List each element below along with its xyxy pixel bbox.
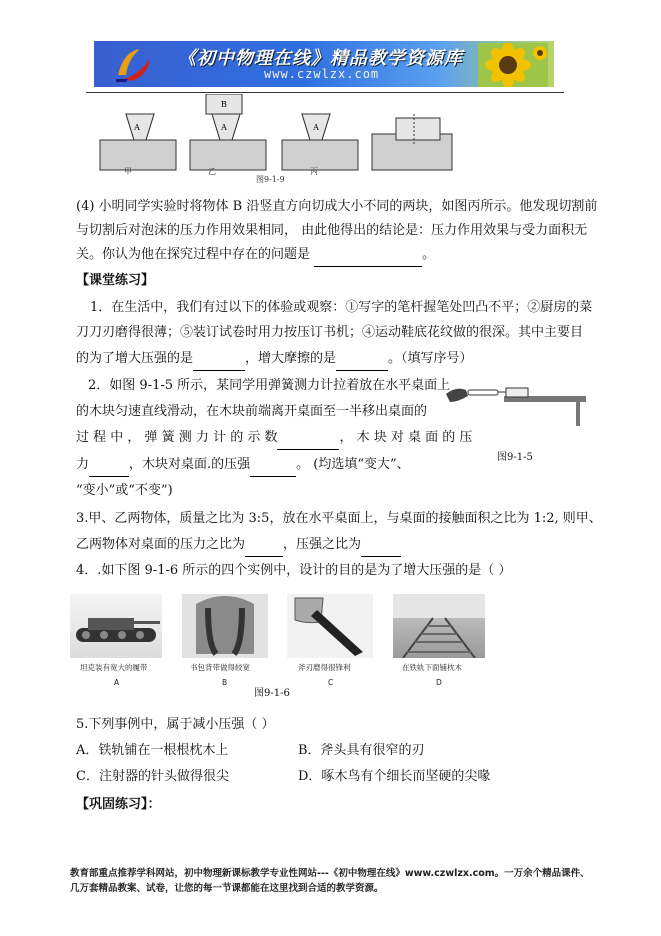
site-logo-icon — [114, 45, 154, 83]
spring-scale — [468, 390, 498, 395]
figure-caption-9-1-9: 图9-1-9 — [256, 175, 285, 184]
block-b-cut — [396, 118, 440, 140]
fig-label-jia: 甲 — [124, 167, 132, 176]
hand-icon — [446, 389, 468, 402]
q2-line1: 2．如图 9-1-5 所示，某同学用弹簧测力计拉着放在水平桌面上 — [88, 378, 451, 393]
photo-caption-a: 坦克装有宽大的履带 — [80, 663, 148, 672]
header-url[interactable]: www.czwlzx.com — [264, 67, 380, 81]
photo-caption-d: 在铁轨下面铺枕木 — [402, 663, 462, 672]
fig-label-yi: 乙 — [208, 167, 216, 176]
photo-letter-b: B — [222, 678, 228, 687]
fig-label-bing: 丙 — [310, 167, 318, 176]
figure-9-1-9 — [96, 94, 456, 174]
q4-line3: 关。你认为他在探究过程中存在的问题是 。 — [76, 244, 435, 267]
photo-caption-c: 斧刃磨得很锋利 — [298, 663, 351, 672]
q1-line3: 的为了增大压强的是 ，增大摩擦的是 。（填写序号） — [76, 348, 473, 371]
sunflower-icon — [478, 43, 548, 87]
figure-caption-9-1-5: 图9-1-5 — [497, 452, 533, 463]
q5-option-a[interactable]: A．铁轨铺在一根根枕木上 — [76, 743, 229, 758]
label-a-jia: A — [134, 123, 140, 132]
figure-caption-9-1-6: 图9-1-6 — [254, 688, 290, 699]
header-banner — [94, 41, 554, 87]
label-b-yi: B — [221, 100, 227, 109]
header-title: 《初中物理在线》精品教学资源库 — [178, 48, 463, 69]
q3-blank-force-ratio[interactable] — [245, 534, 283, 557]
photo-backpack — [182, 594, 268, 658]
q3-blank-pressure-ratio[interactable] — [361, 534, 401, 557]
q3-line2: 乙两物体对桌面的压力之比为 ，压强之比为 — [76, 534, 401, 557]
header-divider — [86, 92, 564, 93]
q5-option-d[interactable]: D．啄木鸟有个细长而坚硬的尖喙 — [298, 769, 491, 784]
photo-railway — [393, 594, 485, 658]
q2-blank-pressure[interactable] — [250, 454, 296, 477]
q4-practice: 4．.如下图 9-1-6 所示的四个实例中，设计的目的是为了增大压强的是（ ） — [76, 563, 512, 578]
footer-line1: 教育部重点推荐学科网站，初中物理新课标教学专业性网站---《初中物理在线》www.czwlzx.com。一万余个精品课件、 — [70, 868, 590, 879]
q5-option-b[interactable]: B．斧头具有很窄的刃 — [298, 743, 425, 758]
q2-line5: “变小”或“不变”) — [76, 483, 173, 498]
photo-caption-b: 书包背带做得较宽 — [190, 663, 250, 672]
wood-block — [506, 388, 528, 397]
q5-option-c[interactable]: C．注射器的针头做得很尖 — [76, 769, 229, 784]
photo-axe — [287, 594, 373, 658]
q2-line4: 力 ，木块对桌面.的压强 。 (均选填“变大”、 — [76, 454, 410, 477]
photo-letter-a: A — [114, 678, 120, 687]
q4-line2: 与切割后对泡沫的压力作用效果相同， 由此他得出的结论是：压力作用效果与受力面积无 — [76, 223, 588, 238]
q4-answer-blank[interactable] — [314, 244, 422, 267]
block-a-jia — [126, 114, 154, 140]
photo-letter-d: D — [436, 678, 442, 687]
q4-line1: (4) 小明同学实验时将物体 B 沿竖直方向切成大小不同的两块，如图丙所示。他发现切割前 — [76, 199, 598, 214]
q2-line3: 过 程 中 ， 弹 簧 测 力 计 的 示 数 ， 木 块 对 桌 面 的 压 — [76, 427, 472, 450]
q1-blank-pressure[interactable] — [193, 348, 245, 371]
photo-tank — [70, 594, 162, 658]
q5-stem: 5.下列事例中，属于减小压强（ ） — [76, 717, 275, 732]
label-a-bing: A — [313, 123, 319, 132]
q1-blank-friction[interactable] — [336, 348, 388, 371]
q1-line2: 刀刀刃磨得很薄；⑤装订试卷时用力按压订书机；④运动鞋底花纹做的很深。其中主要目 — [76, 325, 584, 340]
q3-line1: 3.甲、乙两物体，质量之比为 3:5，放在水平桌面上，与桌面的接触面积之比为 1:2, 则甲、 — [76, 511, 602, 526]
q1-line1: 1．在生活中，我们有过以下的体验或观察：①写字的笔杆握笔处凹凸不平；②厨房的菜 — [90, 300, 593, 315]
footer-line2: 几万套精品教案、试卷，让您的每一节课都能在这里找到合适的教学资源。 — [70, 883, 384, 894]
consolidation-heading: 【巩固练习】： — [76, 797, 161, 812]
figure-9-1-5 — [446, 384, 586, 426]
q2-line2: 的木块匀速直线滑动，在木块前端离开桌面至一半移出桌面的 — [76, 404, 428, 419]
q2-blank-force[interactable] — [89, 454, 129, 477]
photo-letter-c: C — [328, 678, 334, 687]
label-a-yi: A — [221, 123, 227, 132]
q2-blank-reading[interactable] — [277, 427, 339, 450]
classroom-heading: 【课堂练习】 — [76, 273, 155, 288]
